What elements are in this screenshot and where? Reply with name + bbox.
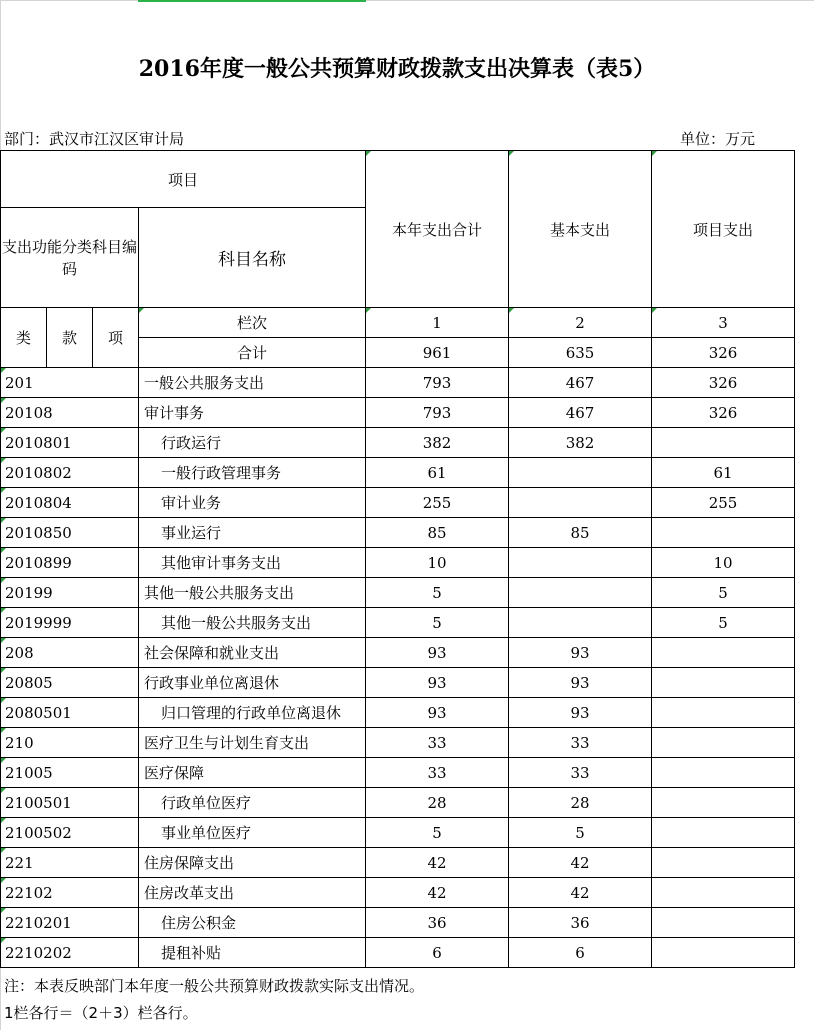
row-basic[interactable]: [509, 608, 652, 638]
row-total[interactable]: 5: [366, 818, 509, 848]
footnote-1: 注：本表反映部门本年度一般公共预算财政拨款实际支出情况。: [4, 977, 425, 995]
row-code[interactable]: 2080501: [1, 698, 139, 728]
row-project[interactable]: [652, 698, 795, 728]
row-basic[interactable]: 85: [509, 518, 652, 548]
row-basic[interactable]: 5: [509, 818, 652, 848]
row-name[interactable]: 行政事业单位离退休: [139, 668, 366, 698]
row-basic[interactable]: 6: [509, 938, 652, 968]
row-basic[interactable]: 33: [509, 758, 652, 788]
row-project[interactable]: [652, 518, 795, 548]
header-name[interactable]: 科目名称: [139, 208, 366, 308]
heji-basic[interactable]: 635: [509, 338, 652, 368]
row-code[interactable]: 2210202: [1, 938, 139, 968]
row-project[interactable]: [652, 758, 795, 788]
row-total[interactable]: 61: [366, 458, 509, 488]
row-name[interactable]: 归口管理的行政单位离退休: [139, 698, 366, 728]
row-code[interactable]: 201: [1, 368, 139, 398]
table-row: [1, 548, 795, 578]
row-code[interactable]: 21005: [1, 758, 139, 788]
budget-table: [0, 150, 795, 968]
row-basic[interactable]: 93: [509, 698, 652, 728]
row-name[interactable]: 审计事务: [139, 398, 366, 428]
row-basic[interactable]: [509, 578, 652, 608]
row-project[interactable]: [652, 908, 795, 938]
table-row: [1, 398, 795, 428]
row-name[interactable]: 社会保障和就业支出: [139, 638, 366, 668]
row-code[interactable]: 2100502: [1, 818, 139, 848]
row-project[interactable]: 10: [652, 548, 795, 578]
header-kuan[interactable]: 款: [47, 308, 93, 368]
row-project[interactable]: [652, 788, 795, 818]
lanci-3[interactable]: 3: [652, 308, 795, 338]
row-total[interactable]: 6: [366, 938, 509, 968]
table-row: [1, 728, 795, 758]
row-project[interactable]: 5: [652, 578, 795, 608]
row-basic[interactable]: 93: [509, 668, 652, 698]
row-project[interactable]: [652, 668, 795, 698]
row-basic[interactable]: 467: [509, 368, 652, 398]
row-total[interactable]: 33: [366, 758, 509, 788]
heji-project[interactable]: 326: [652, 338, 795, 368]
row-basic[interactable]: 382: [509, 428, 652, 458]
row-total[interactable]: 93: [366, 668, 509, 698]
row-project[interactable]: 326: [652, 398, 795, 428]
row-project[interactable]: 61: [652, 458, 795, 488]
row-name[interactable]: 行政单位医疗: [139, 788, 366, 818]
lanci-2[interactable]: 2: [509, 308, 652, 338]
row-project[interactable]: 255: [652, 488, 795, 518]
row-code[interactable]: 2210201: [1, 908, 139, 938]
row-code[interactable]: 208: [1, 638, 139, 668]
row-basic[interactable]: [509, 458, 652, 488]
row-project[interactable]: [652, 818, 795, 848]
heji-label[interactable]: 合计: [139, 338, 366, 368]
row-project[interactable]: 5: [652, 608, 795, 638]
table-row: [1, 368, 795, 398]
row-basic[interactable]: 42: [509, 878, 652, 908]
row-total[interactable]: 793: [366, 368, 509, 398]
table-row: [1, 428, 795, 458]
row-total[interactable]: 28: [366, 788, 509, 818]
row-basic[interactable]: 42: [509, 848, 652, 878]
selected-column-indicator: [138, 0, 366, 2]
row-total[interactable]: 382: [366, 428, 509, 458]
row-code[interactable]: 22102: [1, 878, 139, 908]
table-row: [1, 758, 795, 788]
department-label: 部门：武汉市江汉区审计局: [4, 130, 185, 148]
row-name[interactable]: 其他一般公共服务支出: [139, 578, 366, 608]
row-code[interactable]: 2100501: [1, 788, 139, 818]
row-name[interactable]: 其他一般公共服务支出: [139, 608, 366, 638]
row-total[interactable]: 36: [366, 908, 509, 938]
row-basic[interactable]: 33: [509, 728, 652, 758]
row-total[interactable]: 255: [366, 488, 509, 518]
row-name[interactable]: 住房改革支出: [139, 878, 366, 908]
sheet-top-border: [0, 0, 814, 1]
row-basic[interactable]: [509, 548, 652, 578]
row-name[interactable]: 住房公积金: [139, 908, 366, 938]
header-code[interactable]: 支出功能分类科目编码: [1, 208, 139, 308]
row-project[interactable]: [652, 638, 795, 668]
row-project[interactable]: [652, 938, 795, 968]
row-project[interactable]: [652, 878, 795, 908]
row-project[interactable]: [652, 428, 795, 458]
row-project[interactable]: 326: [652, 368, 795, 398]
row-code[interactable]: 20108: [1, 398, 139, 428]
row-total[interactable]: 793: [366, 398, 509, 428]
row-name[interactable]: 提租补贴: [139, 938, 366, 968]
header-lei[interactable]: 类: [1, 308, 47, 368]
table-row: [1, 908, 795, 938]
header-col-total[interactable]: 本年支出合计: [366, 151, 509, 308]
table-row: [1, 698, 795, 728]
row-name[interactable]: 事业运行: [139, 518, 366, 548]
row-project[interactable]: [652, 728, 795, 758]
row-name[interactable]: 行政运行: [139, 428, 366, 458]
lanci-label[interactable]: 栏次: [139, 308, 366, 338]
table-row: [1, 878, 795, 908]
row-name[interactable]: 一般公共服务支出: [139, 368, 366, 398]
row-basic[interactable]: [509, 488, 652, 518]
row-name[interactable]: 事业单位医疗: [139, 818, 366, 848]
table-row: [1, 638, 795, 668]
lanci-1[interactable]: 1: [366, 308, 509, 338]
row-name[interactable]: 医疗保障: [139, 758, 366, 788]
row-name[interactable]: 医疗卫生与计划生育支出: [139, 728, 366, 758]
row-basic[interactable]: 36: [509, 908, 652, 938]
header-col-basic[interactable]: 基本支出: [509, 151, 652, 308]
unit-label: 单位：万元: [680, 130, 756, 148]
footnote-2: 1栏各行＝（2＋3）栏各行。: [4, 1004, 198, 1022]
row-basic[interactable]: 467: [509, 398, 652, 428]
row-code[interactable]: 2010804: [1, 488, 139, 518]
row-code[interactable]: 20805: [1, 668, 139, 698]
row-code[interactable]: 2010801: [1, 428, 139, 458]
header-xiang[interactable]: 项: [93, 308, 139, 368]
row-total[interactable]: 85: [366, 518, 509, 548]
row-total[interactable]: 5: [366, 608, 509, 638]
row-project[interactable]: [652, 848, 795, 878]
table-row: [1, 668, 795, 698]
row-total[interactable]: 93: [366, 638, 509, 668]
page-title: 2016年度一般公共预算财政拨款支出决算表（表5）: [138, 56, 656, 82]
row-code[interactable]: 2019999: [1, 608, 139, 638]
table-row: [1, 848, 795, 878]
row-basic[interactable]: 93: [509, 638, 652, 668]
table-row: [1, 818, 795, 848]
row-code[interactable]: 221: [1, 848, 139, 878]
table-row: [1, 578, 795, 608]
row-name[interactable]: 审计业务: [139, 488, 366, 518]
row-total[interactable]: 10: [366, 548, 509, 578]
header-item[interactable]: 项目: [1, 151, 366, 208]
row-code[interactable]: 210: [1, 728, 139, 758]
row-total[interactable]: 5: [366, 578, 509, 608]
table-row: [1, 518, 795, 548]
row-code[interactable]: 2010899: [1, 548, 139, 578]
row-total[interactable]: 33: [366, 728, 509, 758]
heji-total[interactable]: 961: [366, 338, 509, 368]
table-row: [1, 608, 795, 638]
row-basic[interactable]: 28: [509, 788, 652, 818]
row-code[interactable]: 2010850: [1, 518, 139, 548]
table-row: [1, 488, 795, 518]
row-total[interactable]: 42: [366, 878, 509, 908]
row-name[interactable]: 一般行政管理事务: [139, 458, 366, 488]
table-row: [1, 938, 795, 968]
table-row: [1, 458, 795, 488]
table-row: [1, 788, 795, 818]
row-total[interactable]: 42: [366, 848, 509, 878]
header-col-project[interactable]: 项目支出: [652, 151, 795, 308]
row-name[interactable]: 其他审计事务支出: [139, 548, 366, 578]
row-name[interactable]: 住房保障支出: [139, 848, 366, 878]
row-code[interactable]: 20199: [1, 578, 139, 608]
row-total[interactable]: 93: [366, 698, 509, 728]
row-code[interactable]: 2010802: [1, 458, 139, 488]
